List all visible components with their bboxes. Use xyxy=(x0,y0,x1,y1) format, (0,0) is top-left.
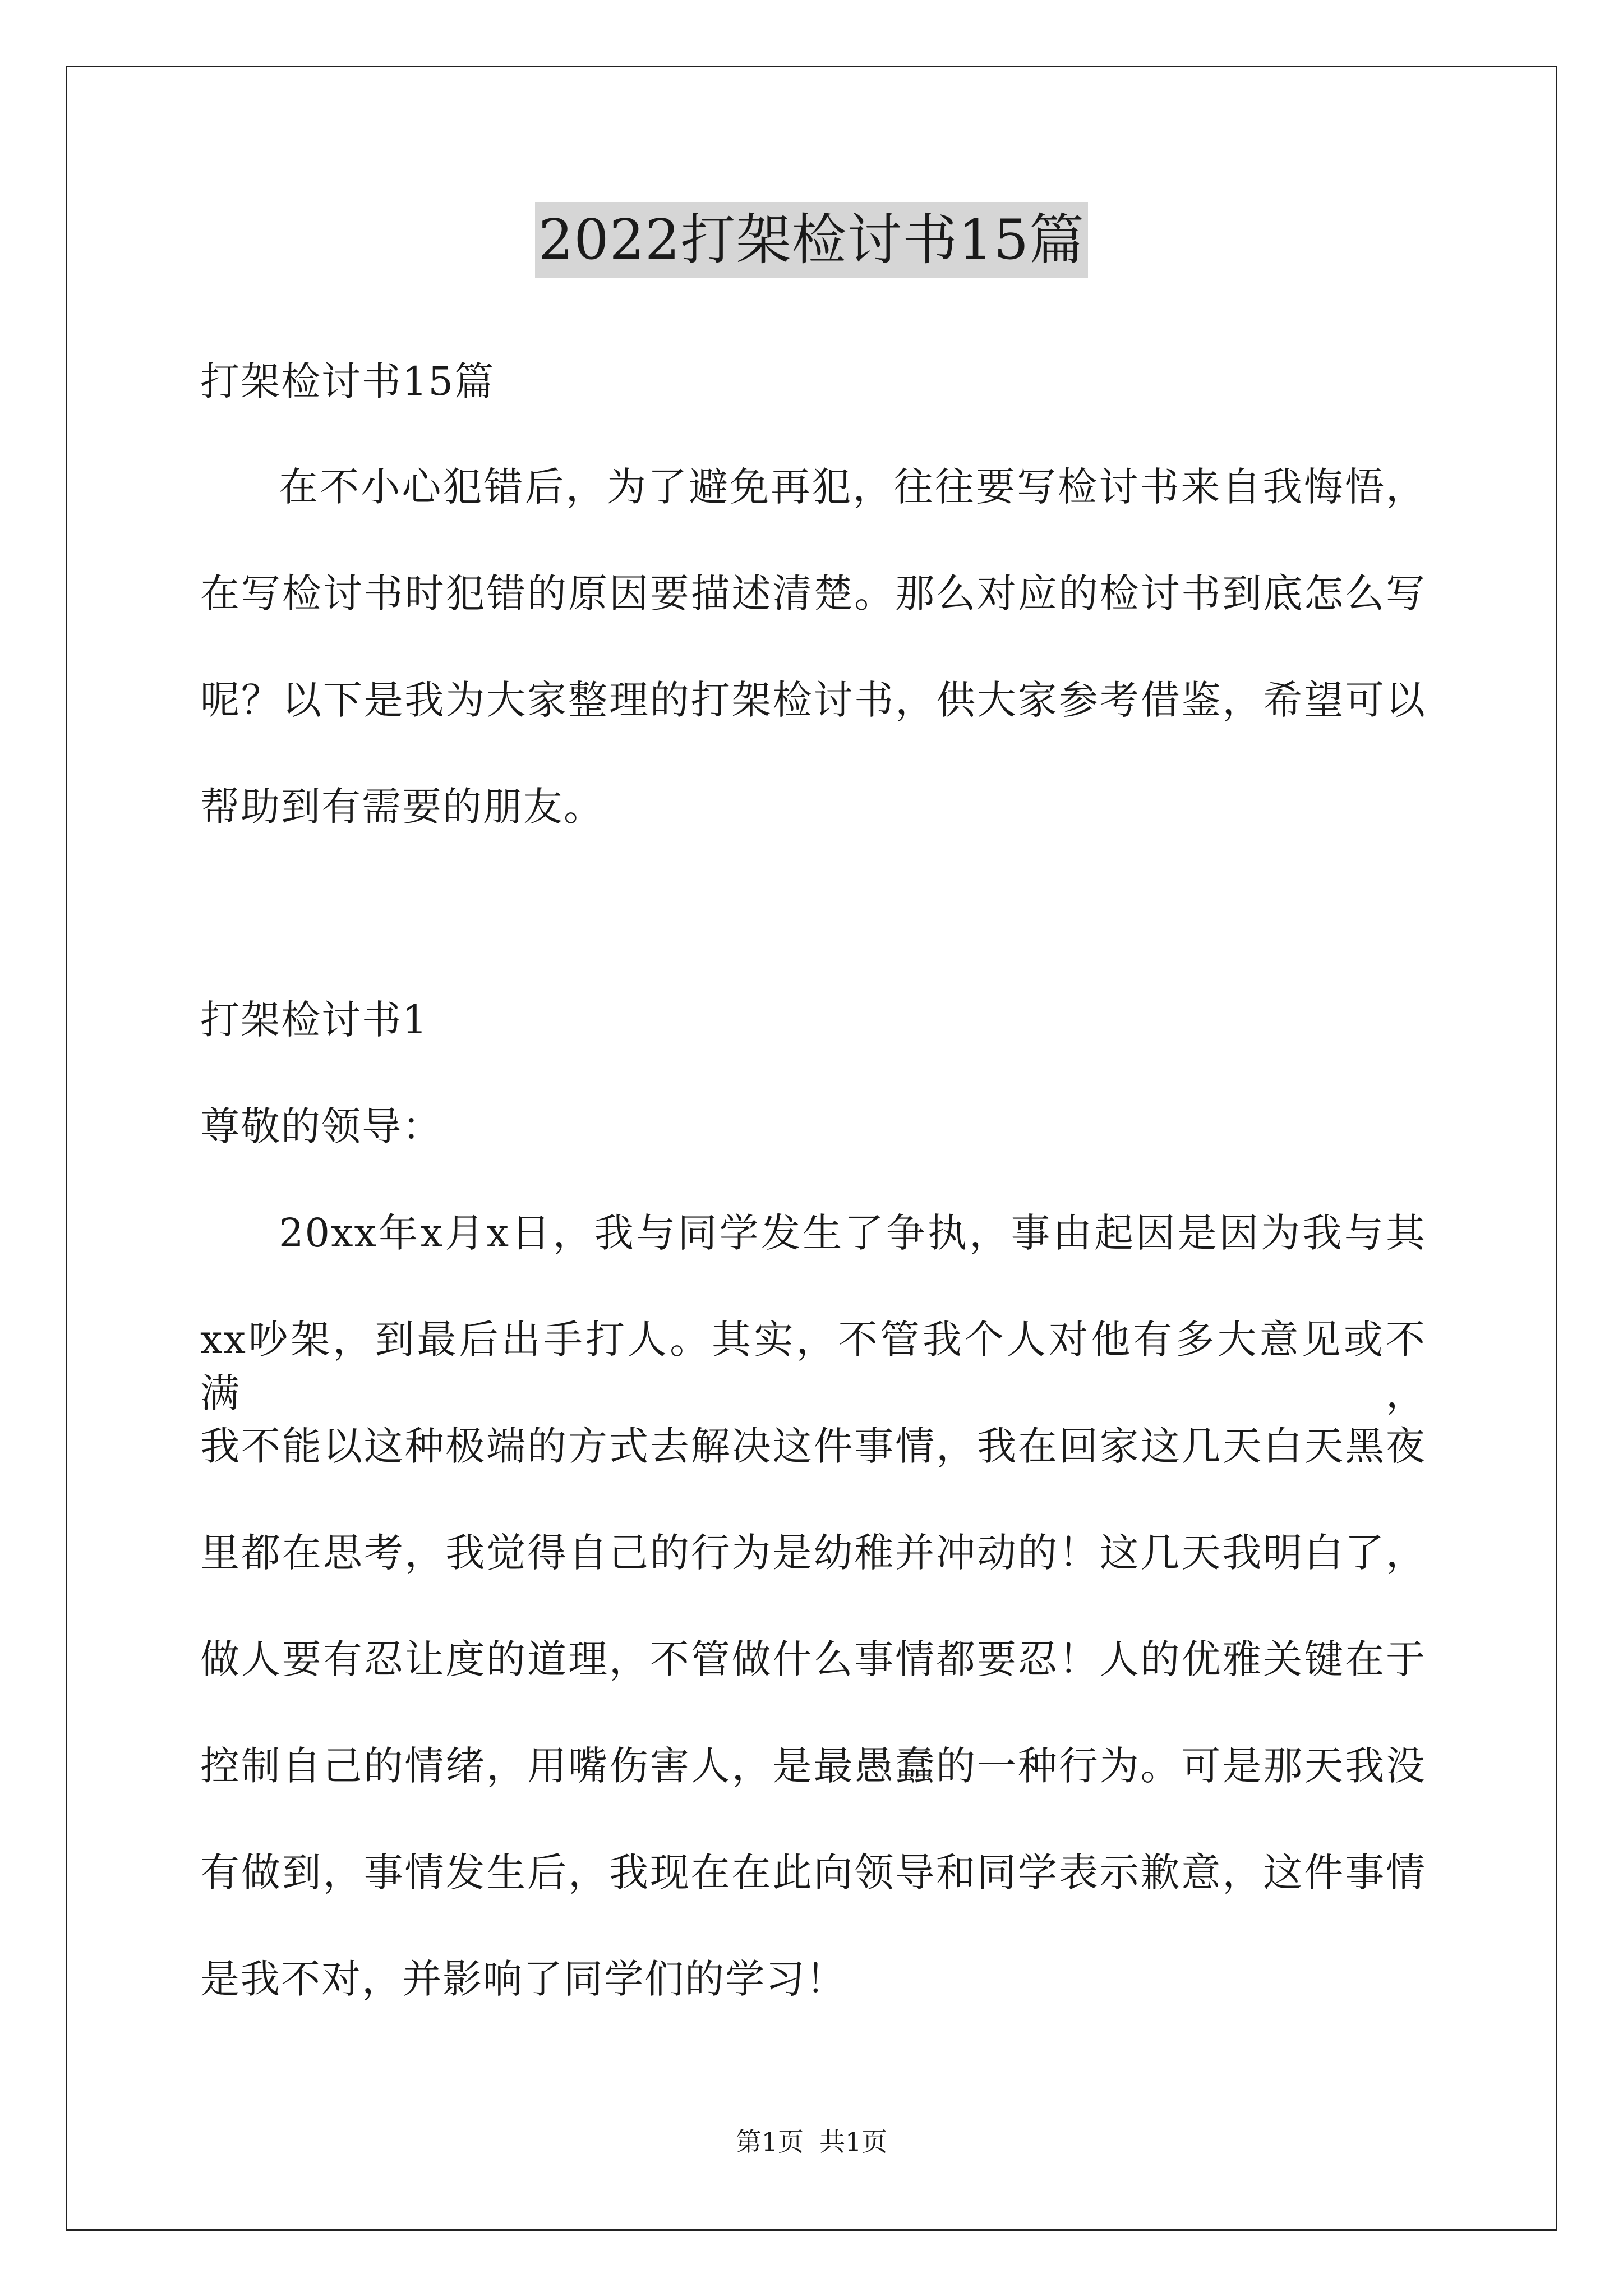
body-line: 我不能以这种极端的方式去解决这件事情，我在回家这几天白天黑夜 xyxy=(200,1423,1426,1469)
body-line: xx吵架，到最后出手打人。其实，不管我个人对他有多大意见或不满， xyxy=(200,1317,1426,1416)
page-count: 共1页 xyxy=(819,2127,888,2157)
body-line: 控制自己的情绪，用嘴伤害人，是最愚蠢的一种行为。可是那天我没 xyxy=(200,1743,1426,1789)
subtitle: 打架检讨书15篇 xyxy=(200,358,495,404)
body-line: 20xx年x月x日，我与同学发生了争执，事由起因是因为我与其 xyxy=(279,1210,1426,1256)
intro-line: 在不小心犯错后，为了避免再犯，往往要写检讨书来自我悔悟， xyxy=(279,464,1426,510)
page-footer xyxy=(0,2125,1623,2159)
page-number: 第1页 xyxy=(735,2127,804,2157)
intro-line: 在写检讨书时犯错的原因要描述清楚。那么对应的检讨书到底怎么写 xyxy=(200,570,1426,616)
title-container xyxy=(0,202,1623,278)
body-line: 里都在思考，我觉得自己的行为是幼稚并冲动的！这几天我明白了， xyxy=(200,1530,1426,1576)
salutation: 尊敬的领导： xyxy=(200,1103,442,1149)
body-line: 是我不对，并影响了同学们的学习！ xyxy=(200,1956,846,2002)
intro-line: 帮助到有需要的朋友。 xyxy=(200,784,604,830)
document-title: 2022打架检讨书15篇 xyxy=(535,202,1088,278)
body-line: 做人要有忍让度的道理，不管做什么事情都要忍！人的优雅关键在于 xyxy=(200,1636,1426,1682)
intro-line: 呢？以下是我为大家整理的打架检讨书，供大家参考借鉴，希望可以 xyxy=(200,677,1426,723)
section-heading: 打架检讨书1 xyxy=(200,997,428,1043)
body-line: 有做到，事情发生后，我现在在此向领导和同学表示歉意，这件事情 xyxy=(200,1849,1426,1895)
